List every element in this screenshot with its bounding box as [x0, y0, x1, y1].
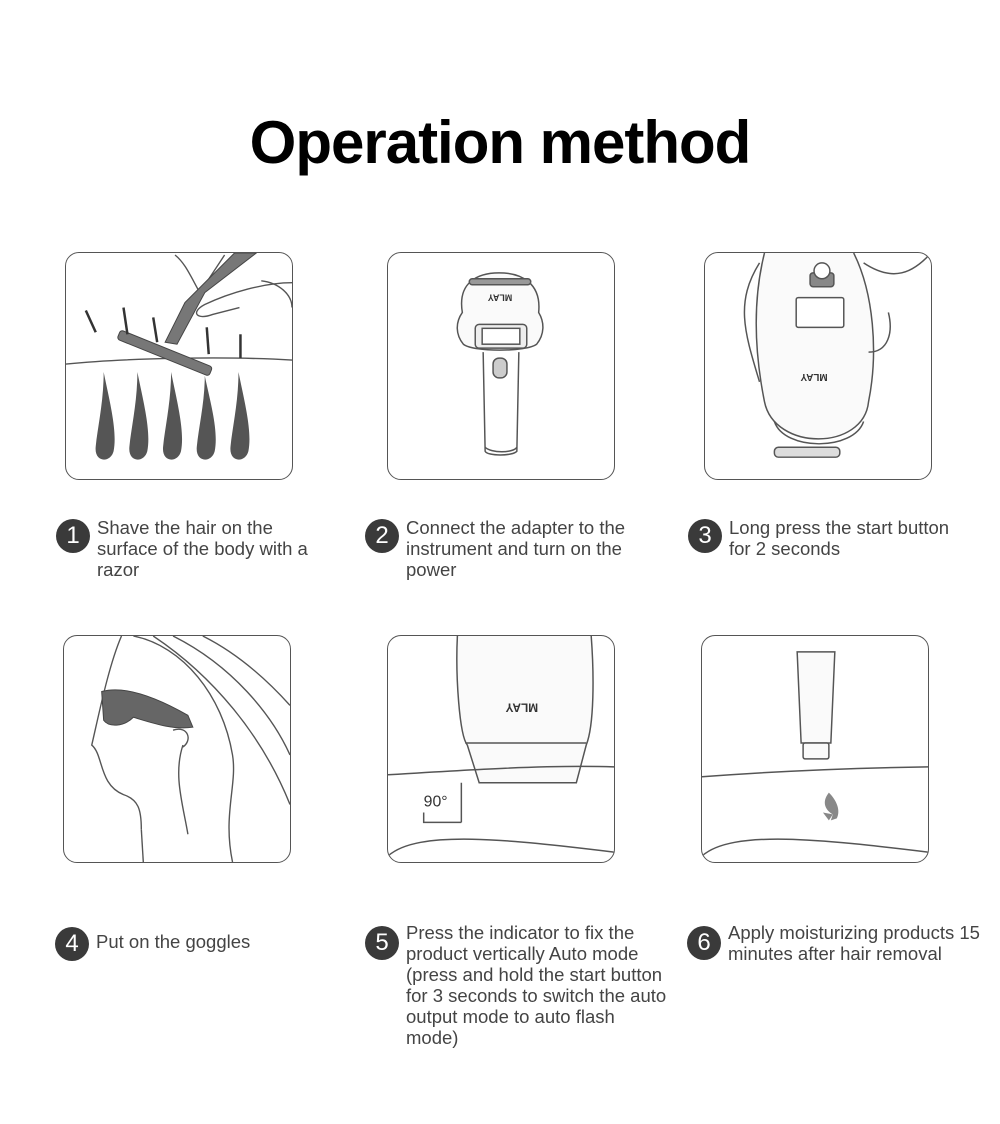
- step-number-badge: 6: [687, 926, 721, 960]
- step-text: Connect the adapter to the instrument and turn on the power: [406, 517, 626, 580]
- step-number-badge: 3: [688, 519, 722, 553]
- moisturizer-tube-illustration: [702, 636, 928, 862]
- step-text: Apply moisturizing products 15 minutes after hair removal: [728, 922, 980, 964]
- step-text: Put on the goggles: [96, 931, 251, 952]
- step-3: [688, 517, 978, 559]
- step-6: [687, 922, 987, 964]
- step-1: [56, 517, 316, 580]
- step-number-badge: 2: [365, 519, 399, 553]
- step-5: [365, 922, 675, 1048]
- brand-logo-text: MLAY: [487, 292, 513, 303]
- person-wearing-goggles-illustration: [64, 636, 290, 862]
- step-text: Press the indicator to fix the product vertically Auto mode (press and hold the start button for 3 seconds to switch the auto output mode to auto flash mode): [406, 922, 667, 1048]
- brand-logo-text: MLAY: [505, 700, 539, 715]
- illustration-moisturizer: [701, 635, 929, 863]
- illustration-device-front: [387, 252, 615, 480]
- page-title: Operation method: [249, 109, 751, 176]
- step-number-badge: 1: [56, 519, 90, 553]
- step-4: [55, 925, 335, 961]
- brand-logo-text: MLAY: [800, 370, 828, 382]
- device-vertical-illustration: [388, 636, 614, 862]
- illustration-goggles: [63, 635, 291, 863]
- step-text: Long press the start button for 2 seconds: [729, 517, 950, 559]
- hand-holding-device-illustration: [705, 253, 931, 479]
- device-front-illustration: [388, 253, 614, 479]
- step-number-badge: 5: [365, 926, 399, 960]
- step-text: Shave the hair on the surface of the body with a razor: [97, 517, 308, 580]
- razor-shaving-illustration: [66, 253, 292, 479]
- step-2: [365, 517, 655, 580]
- illustration-press-start: [704, 252, 932, 480]
- step-number-badge: 4: [55, 927, 89, 961]
- angle-label: 90°: [423, 793, 448, 811]
- illustration-vertical-position: [387, 635, 615, 863]
- illustration-shaving: [65, 252, 293, 480]
